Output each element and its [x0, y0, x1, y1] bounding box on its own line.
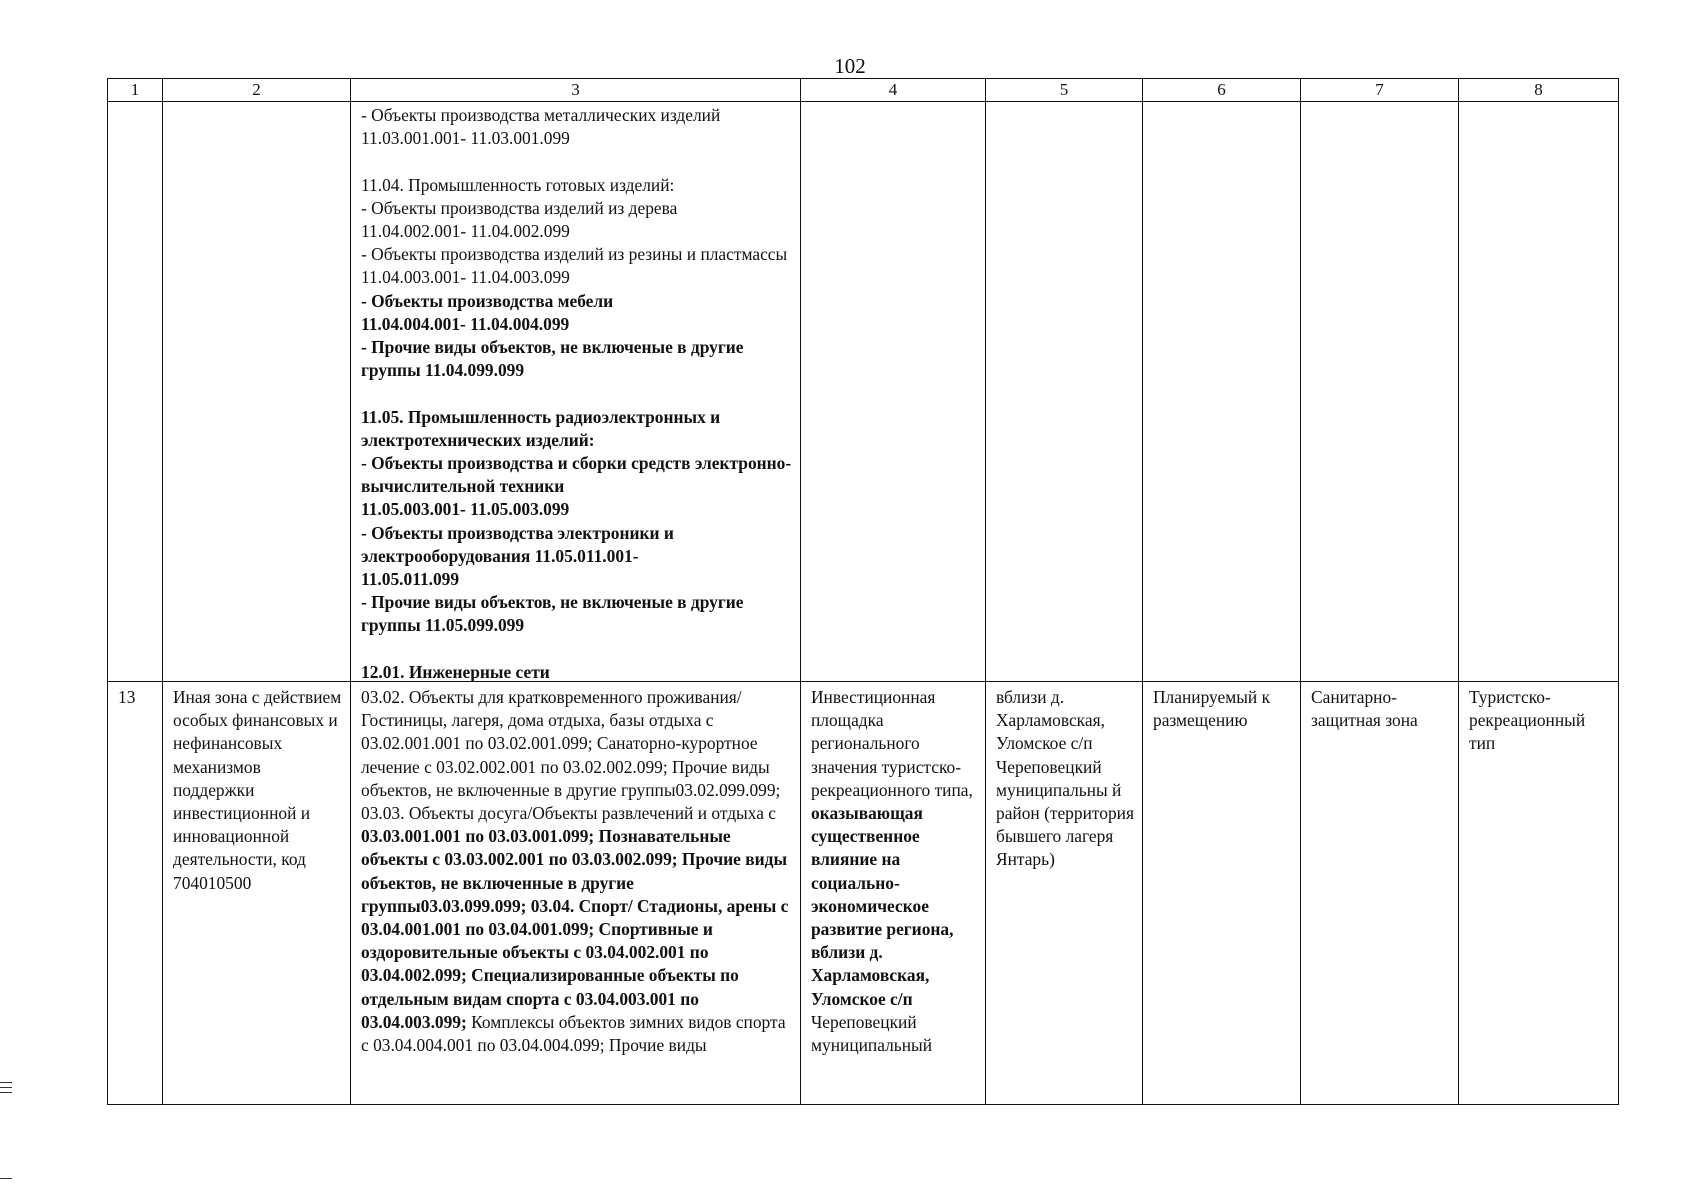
cell-category: [1459, 102, 1618, 681]
table-cell: [986, 102, 1143, 682]
cell-object-types: [351, 682, 800, 1104]
cell-status: [1143, 102, 1300, 681]
table-header-cell: 8: [1459, 79, 1619, 102]
table-header-cell: 3: [351, 79, 801, 102]
table-cell: [1143, 102, 1301, 682]
table-cell: [1301, 102, 1459, 682]
cell-zone-type: [1301, 102, 1458, 681]
table-cell: [1143, 682, 1301, 1105]
table-header-cell: 4: [801, 79, 986, 102]
table-cell: [351, 682, 801, 1105]
table-header-cell: 7: [1301, 79, 1459, 102]
table-cell: [1459, 682, 1619, 1105]
cell-number: [108, 102, 162, 681]
object-types-text-part: 03.02. Объекты для кратковременного проживания/Гостиницы, лагеря, дома отдыха, базы отдыха с 03.02.001.001 по 03.02.001.099; Санаторно-курортное лечение с 03.02.002.001 по 03.02.002.099; Прочие виды объектов, не включенные в другие группы03.02.099.099; 03.03. Объекты досуга/Объекты развлечений и отдыха с: [361, 687, 781, 824]
cell-zone-name: Иная зона с действием особых финансовых и нефинансовых механизмов поддержки инвестиционной и инновационной деятельности, код 704010500: [173, 687, 342, 893]
table-cell: [163, 682, 351, 1105]
table-header-cell: 2: [163, 79, 351, 102]
description-text-part: Череповецкий муниципальный: [811, 1011, 933, 1056]
table-cell: [351, 102, 801, 682]
table-cell: [986, 682, 1143, 1105]
page-number: 102: [834, 54, 866, 78]
object-types-text-part: 03.03.001.001 по 03.03.001.099; Познавательные объекты с 03.03.002.001 по 03.03.002.099; Прочие виды объектов, не включенные в другие группы03.03.099.099; 03.04. Спорт/ Стадионы, арены с 03.04.001.001 по 03.04.001.099; Спортивные и оздоровительные объекты с 03.04.002.001 по 03.04.002.099; Специализированные объекты по отдельным видам спорта с 03.04.003.001 по 03.04.003.099;: [361, 826, 789, 1032]
table-row-continuation: [108, 102, 1619, 682]
table-cell: [801, 102, 986, 682]
cell-status: Планируемый к размещению: [1153, 687, 1271, 731]
cell-description: [801, 682, 985, 1104]
cell-category: Туристско-рекреационный тип: [1469, 687, 1586, 754]
cell-description: [801, 102, 985, 681]
table-cell: [163, 102, 351, 682]
object-types-text-part: Комплексы объектов зимних видов спорта с 03.04.004.001 по 03.04.004.099; Прочие виды: [361, 1011, 786, 1056]
margin-mark: [0, 1092, 12, 1093]
table-cell: [108, 102, 163, 682]
cell-zone-name: [163, 102, 350, 681]
cell-zone-type: Санитарно-защитная зона: [1311, 687, 1418, 731]
description-text-part: Инвестиционная площадка регионального значения туристско-рекреационного типа,: [811, 687, 973, 800]
table-header-row: [108, 79, 1619, 102]
cell-location: вблизи д. Харламовская, Уломское с/п Череповецкий муниципальны й район (территория бывшего лагеря Янтарь): [996, 687, 1134, 870]
document-table: [107, 78, 1619, 1105]
table-cell: [1459, 102, 1619, 682]
object-types-text-part: - Объекты производства мебели 11.04.004.001- 11.04.004.099 - Прочие виды объектов, не включеные в другие группы 11.04.099.099 11.05. Промышленность радиоэлектронных и электротехнических изделий: - Объекты производства и сборки средств электронно-вычислительной техники 11.05.003.001- 11.05.003.099 - Объекты производства электроники и электрооборудования 11.05.011.001- 11.05.011.099 - Прочие виды объектов, не включеные в другие группы 11.05.099.099 12.01. Инженерные сети: [361, 290, 792, 681]
cell-object-types: [351, 102, 800, 681]
table-cell: [108, 682, 163, 1105]
table-header-cell: 5: [986, 79, 1143, 102]
table-cell: [1301, 682, 1459, 1105]
table-row-13: [108, 682, 1619, 1105]
cell-number: 13: [118, 687, 136, 707]
margin-mark: [0, 1178, 12, 1179]
margin-mark: [0, 1082, 12, 1083]
margin-mark: [0, 1087, 12, 1088]
cell-location: [986, 102, 1142, 681]
table-header-cell: 6: [1143, 79, 1301, 102]
table-header-cell: 1: [108, 79, 163, 102]
description-text-part: оказывающая существенное влияние на социально-экономическое развитие региона, вблизи д. Харламовская, Уломское с/п: [811, 803, 954, 1009]
table-cell: [801, 682, 986, 1105]
object-types-text-part: - Объекты производства металлических изделий 11.03.001.001- 11.03.001.099 11.04. Промышленность готовых изделий: - Объекты производства изделий из дерева 11.04.002.001- 11.04.002.099 - Объекты производства изделий из резины и пластмассы 11.04.003.001- 11.04.003.099: [361, 105, 788, 288]
